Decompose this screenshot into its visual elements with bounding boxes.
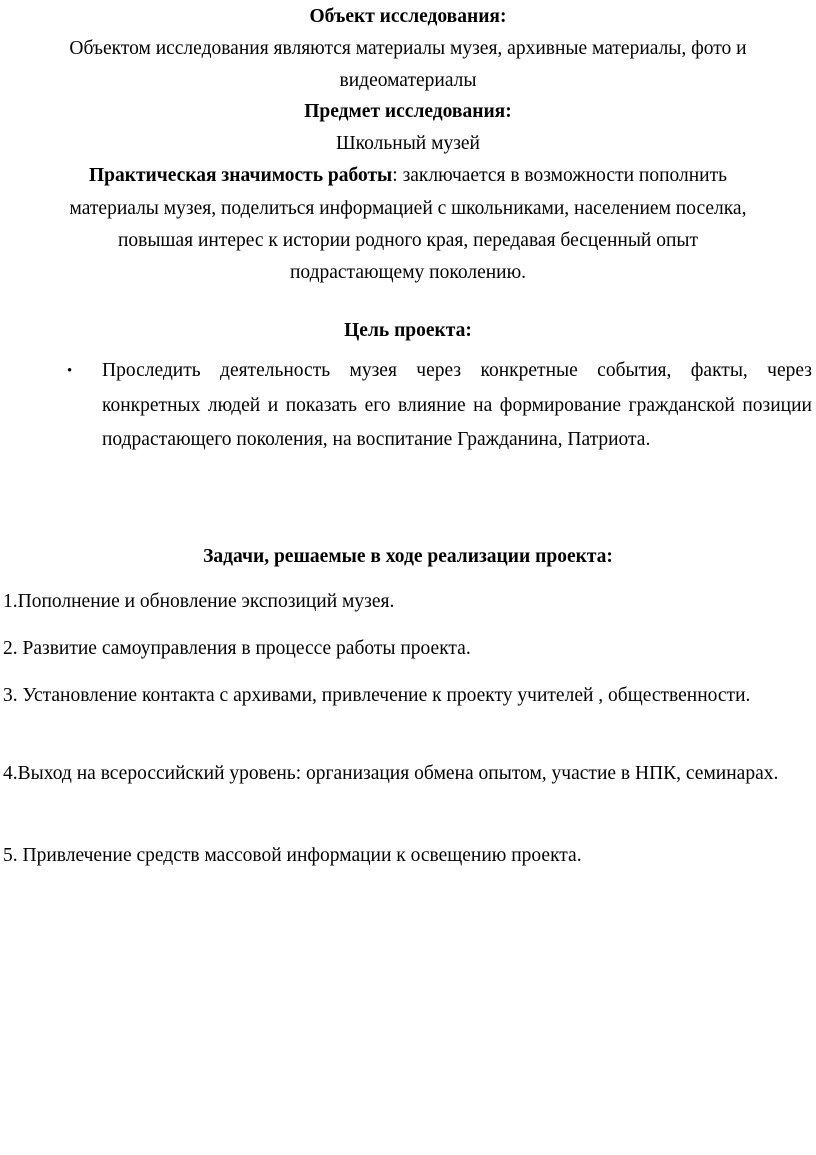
task-item-5: 5. Привлечение средств массовой информации к освещению проекта. — [3, 845, 582, 866]
subject-text: Школьный музей — [335, 133, 480, 154]
tasks-heading: Задачи, решаемые в ходе реализации проекта: — [203, 546, 613, 567]
bullet-icon: • — [67, 363, 73, 379]
task-item-4: 4.Выход на всероссийский уровень: организация обмена опытом, участие в НПК, семинарах. — [3, 763, 779, 784]
task-item-1: 1.Пополнение и обновление экспозиций музея. — [3, 591, 395, 612]
object-text-line1: Объектом исследования являются материалы музея, архивные материалы, фото и — [69, 38, 747, 59]
subject-heading: Предмет исследования: — [304, 101, 512, 122]
significance-line1-rest: : заключается в возможности пополнить — [392, 165, 728, 186]
object-heading: Объект исследования: — [309, 6, 507, 27]
goal-heading: Цель проекта: — [344, 320, 472, 341]
task-item-3: 3. Установление контакта с архивами, привлечение к проекту учителей , общественности. — [3, 685, 751, 706]
object-text-line2: видеоматериалы — [339, 70, 477, 91]
significance-line2: материалы музея, поделиться информацией с школьниками, населением поселка, — [69, 198, 747, 219]
goal-bullet-text: Проследить деятельность музея через конкретные события, факты, через конкретных людей и показать его влияние на формирование гражданской позиции подрастающего поколения, на воспитание Гражданина, Патриота. — [102, 360, 812, 450]
task-item-2: 2. Развитие самоуправления в процессе работы проекта. — [3, 638, 471, 659]
significance-line3: повышая интерес к истории родного края, передавая бесценный опыт — [117, 230, 699, 251]
significance-line4: подрастающему поколению. — [289, 262, 527, 283]
significance-heading: Практическая значимость работы — [88, 165, 393, 186]
significance-line1 — [0, 159, 816, 193]
